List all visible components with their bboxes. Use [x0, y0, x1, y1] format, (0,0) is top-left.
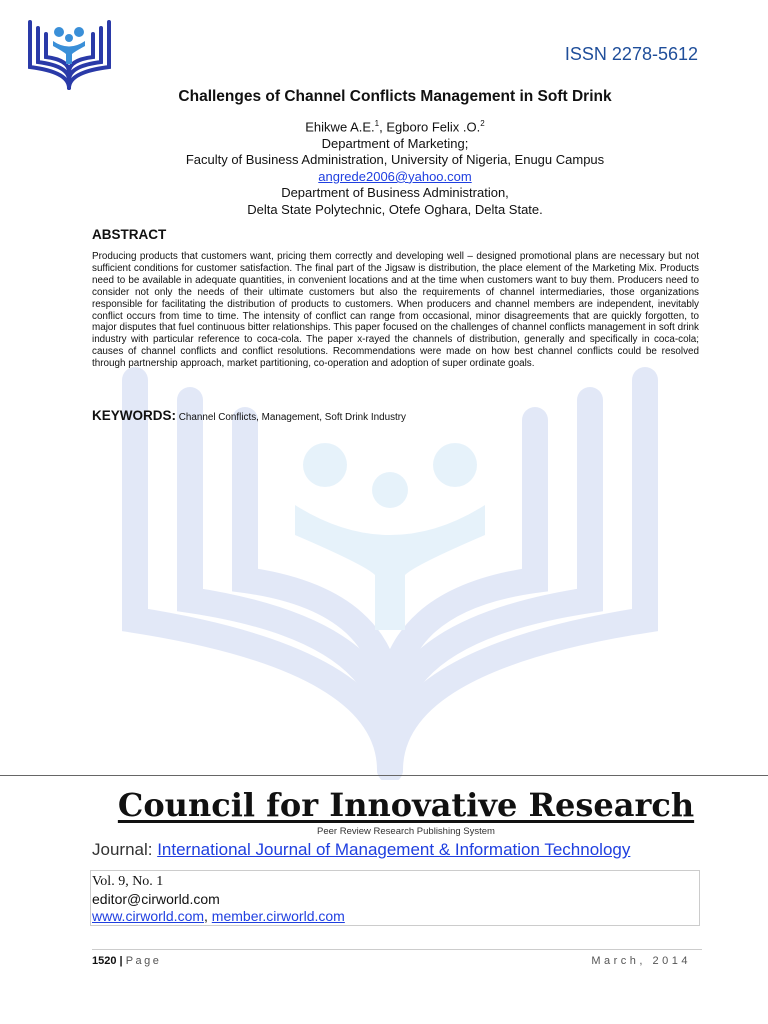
- journal-logo-watermark: [95, 360, 685, 780]
- author-block: [0, 116, 768, 218]
- journal-name-link[interactable]: International Journal of Management & Information Technology: [157, 840, 631, 859]
- footer-divider: [0, 775, 768, 776]
- page-number: 1520: [92, 955, 117, 967]
- publication-date: March, 2014: [591, 955, 691, 967]
- affiliation-line: Delta State Polytechnic, Otefe Oghara, Delta State.: [247, 201, 543, 217]
- author-email-link[interactable]: angrede2006@yahoo.com: [318, 168, 472, 184]
- link-separator: ,: [204, 908, 212, 924]
- author-line: [0, 116, 768, 136]
- volume-info: Vol. 9, No. 1: [92, 874, 164, 889]
- page-number-block: [92, 955, 161, 967]
- keywords-line: [92, 408, 406, 423]
- author-affiliation-marker: 1: [374, 119, 380, 128]
- issn-number: ISSN 2278-5612: [564, 44, 698, 64]
- journal-label: Journal:: [92, 840, 158, 859]
- affiliation-line: Department of Marketing;: [321, 135, 469, 151]
- council-heading: [0, 786, 768, 824]
- affiliation-line: Faculty of Business Administration, University of Nigeria, Enugu Campus: [185, 152, 605, 168]
- member-link[interactable]: member.cirworld.com: [211, 908, 345, 924]
- keywords-label: KEYWORDS:: [92, 408, 176, 423]
- keywords-text: Channel Conflicts, Management, Soft Drink Industry: [176, 412, 406, 423]
- journal-logo: [22, 12, 117, 92]
- council-title: Council for Innovative Research: [117, 786, 695, 824]
- affiliation-line: Department of Business Administration,: [281, 185, 509, 201]
- author-name: Ehikwe A.E.: [305, 119, 375, 135]
- editor-email: editor@cirworld.com: [92, 891, 220, 907]
- page-footer-divider: [92, 949, 702, 950]
- peer-review-tagline: Peer Review Research Publishing System: [317, 826, 495, 837]
- abstract-body: Producing products that customers want, pricing them correctly and developing well – designed promotional plans are necessary but not sufficient conditions for customer satisfaction. The final part of the Jigsaw is distribution, the place element of the Marketing Mix. Products need to be available in adequate quantities, in convenient locations and at the time when customers want to buy them. Producers need to consider not only the needs of their ultimate customers but also the requirements of channel intermediaries, those organizations responsible for facilitating the distribution of products to customers. When producers and channel members are independent, inevitably conflict occurs from time to time. The intensity of conflict can range from occasional, minor disagreements that are quickly forgotten, to major disputes that fuel continuous bitter relationships. This paper focused on the challenges of channel conflicts management in soft drink industry with particular reference to coca-cola. The paper x-rayed the channels of distribution, generally and specifically in coca-cola; causes of channel conflicts and conflict resolutions. Recommendations were made on how best channel conflicts could be resolved through partnership approach, market partitioning, co-operation and adoption of super ordinate goals.: [92, 251, 699, 370]
- website-links: [92, 908, 345, 924]
- paper-title: Challenges of Channel Conflicts Management in Soft Drink: [178, 88, 612, 105]
- author-affiliation-marker: 2: [480, 119, 485, 128]
- website-link[interactable]: www.cirworld.com: [92, 908, 205, 924]
- journal-line: [92, 840, 630, 860]
- page-separator: |: [116, 955, 126, 967]
- page-word: Page: [125, 955, 162, 967]
- author-separator: ,: [379, 119, 387, 135]
- author-name: Egboro Felix .O.: [386, 119, 481, 135]
- abstract-heading: ABSTRACT: [92, 227, 167, 242]
